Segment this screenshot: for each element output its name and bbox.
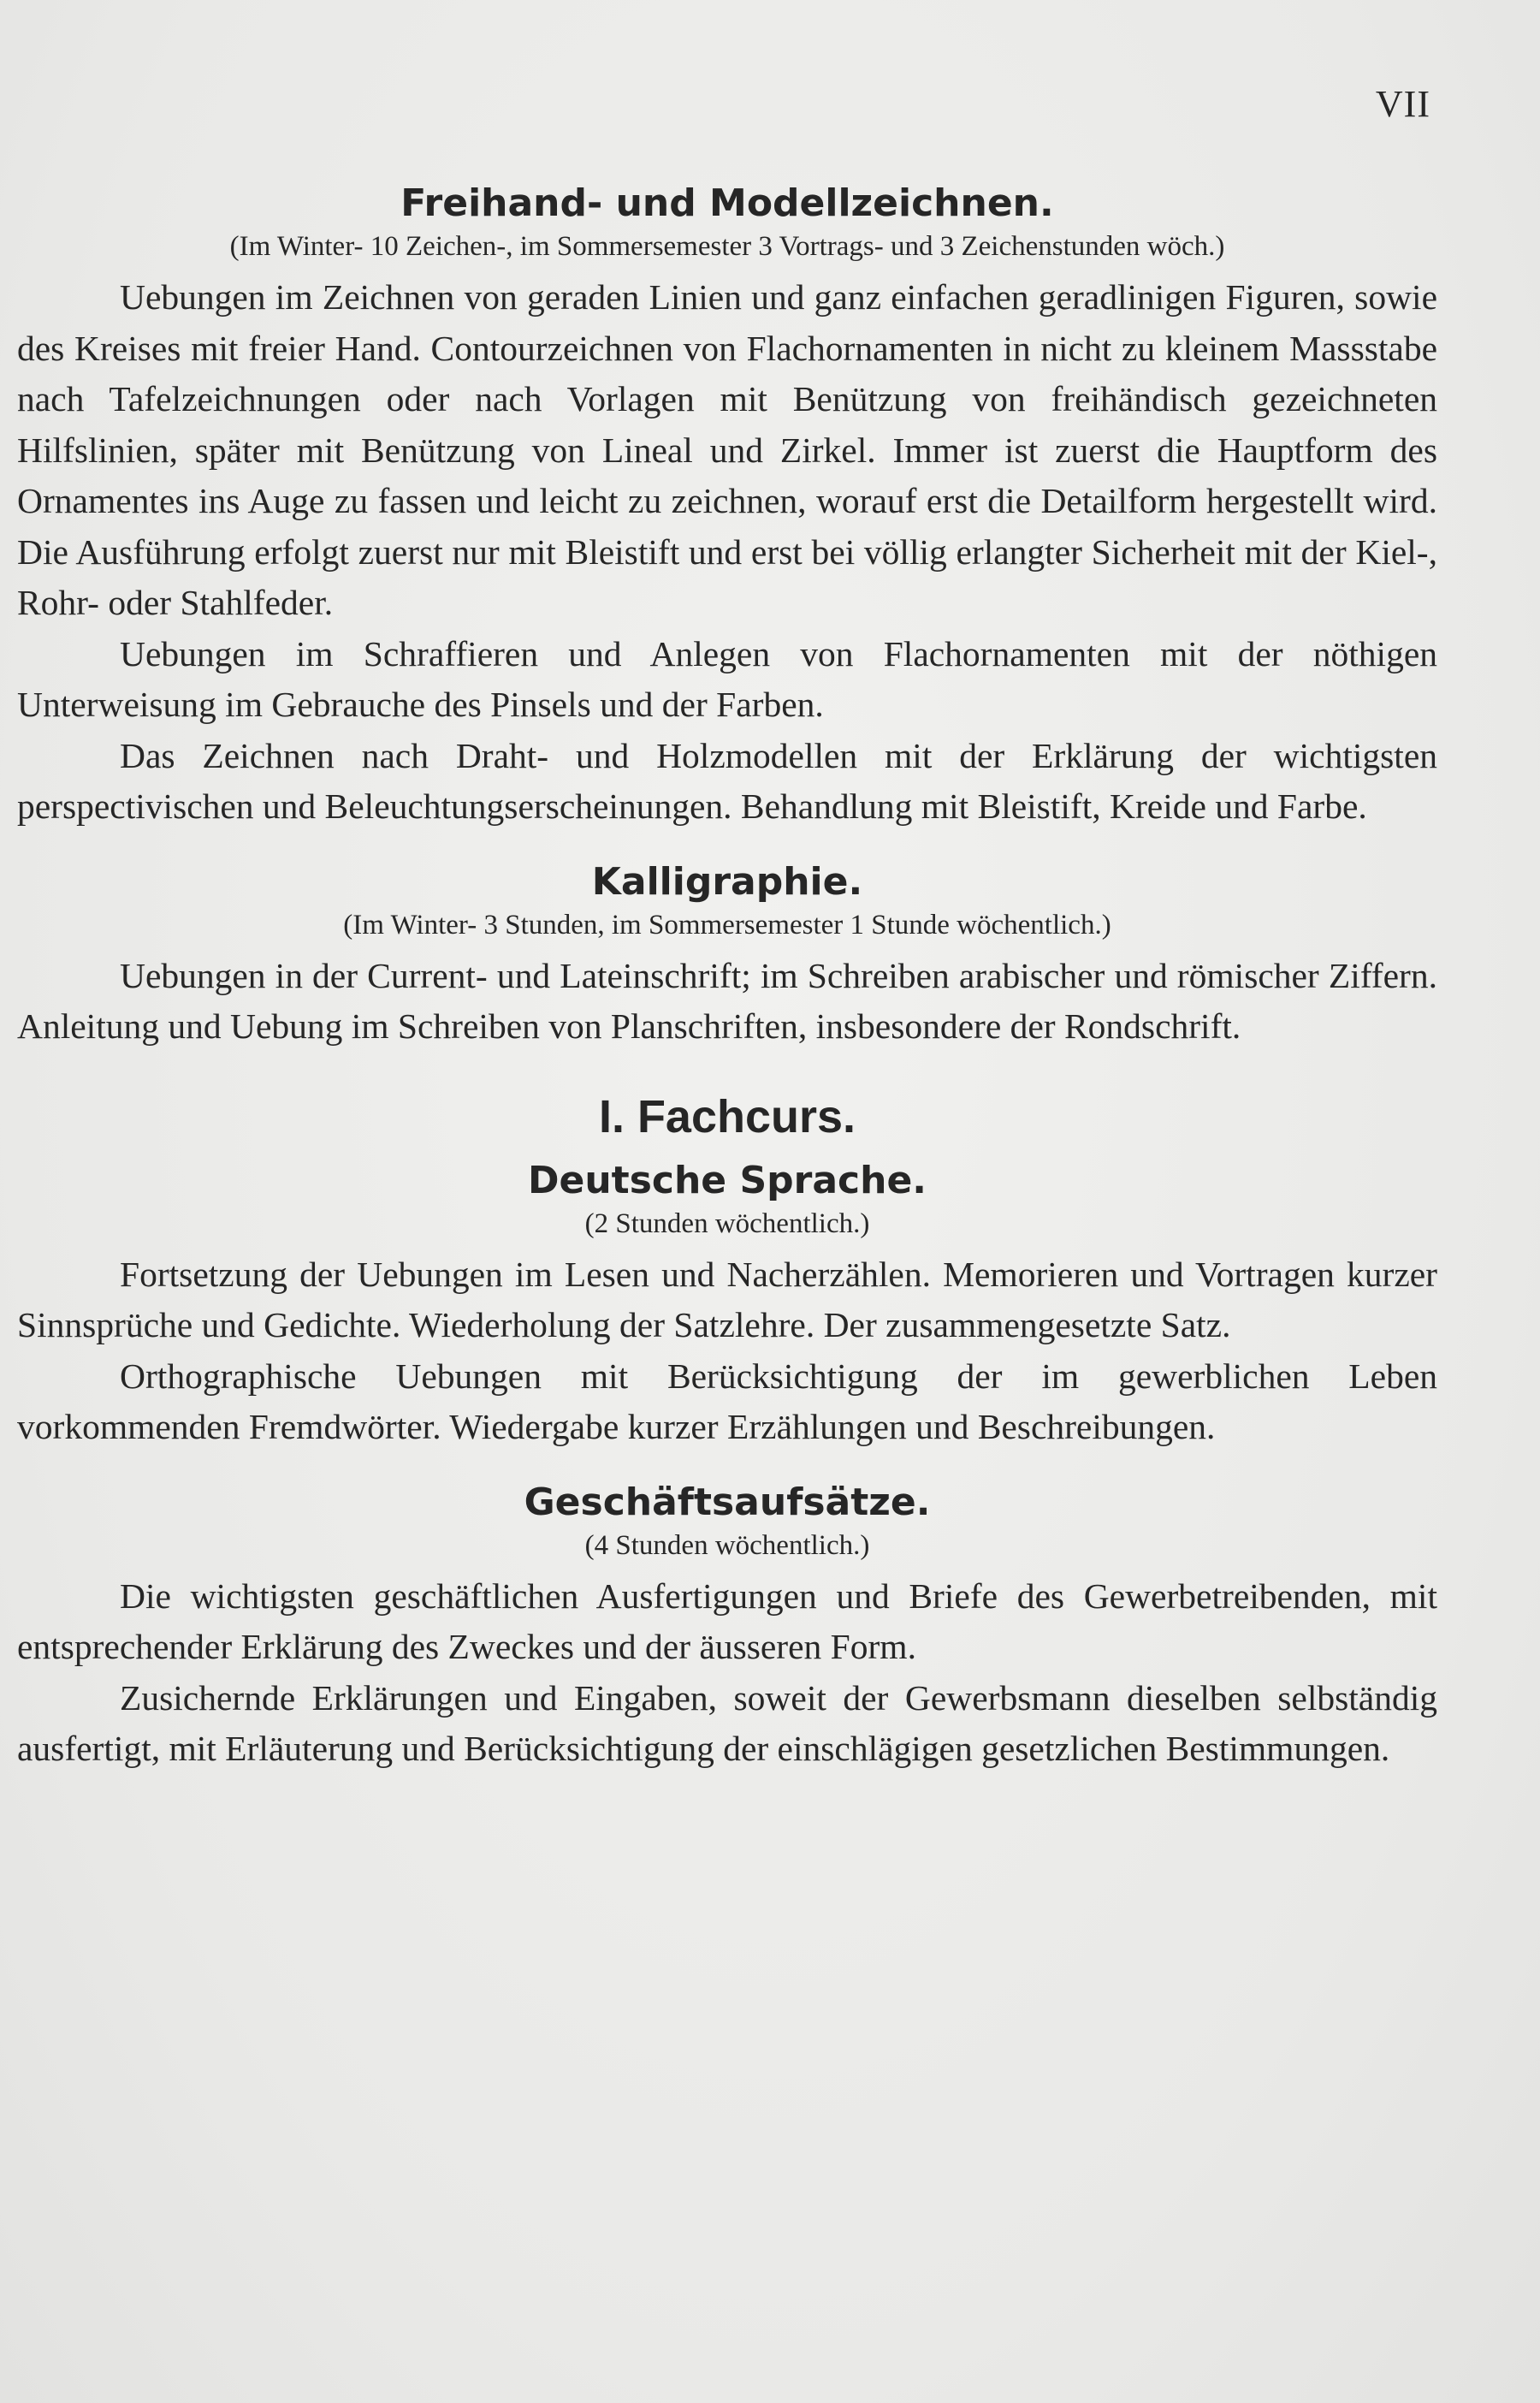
spacer xyxy=(17,1053,1437,1089)
spacer xyxy=(17,1145,1437,1157)
section-note-kalligraphie: (Im Winter- 3 Stunden, im Sommersemester 1 Stunde wöchentlich.) xyxy=(343,909,1111,940)
section-title-geschaeftsaufsaetze: Geschäftsaufsätze. xyxy=(524,1480,931,1524)
paragraph: Die wichtigsten geschäftlichen Ausfertigungen und Briefe des Gewerbetreibenden, mit entsprechender Erklärung des Zweckes und der äusseren Form. xyxy=(17,1575,1437,1666)
paragraph: Uebungen im Schraffieren und Anlegen von Flachornamenten mit der nöthigen Unterweisung im Gebrauche des Pinsels und der Farben. xyxy=(17,633,1437,724)
paragraph: Zusichernde Erklärungen und Eingaben, soweit der Gewerbsmann dieselben selbständig ausfertigt, mit Erläuterung und Berücksichtigung der einschlägigen gesetzlichen Bestimmungen. xyxy=(17,1677,1437,1768)
paragraph: Fortsetzung der Uebungen im Lesen und Nacherzählen. Memorieren und Vortragen kurzer Sinnsprüche und Gedichte. Wiederholung der Satzlehre. Der zusammengesetzte Satz. xyxy=(17,1254,1437,1344)
section-title-fachcurs: I. Fachcurs. xyxy=(598,1090,856,1142)
section-title-deutsche-sprache: Deutsche Sprache. xyxy=(527,1158,927,1202)
paragraph: Das Zeichnen nach Draht- und Holzmodellen mit der Erklärung der wichtigsten perspectivischen und Beleuchtungserscheinungen. Behandlung mit Bleistift, Kreide und Farbe. xyxy=(17,735,1437,826)
paragraph: Uebungen in der Current- und Lateinschrift; im Schreiben arabischer und römischer Ziffern. Anleitung und Uebung im Schreiben von Planschriften, insbesondere der Rondschrift. xyxy=(17,955,1437,1046)
section-note-geschaeftsaufsaetze: (4 Stunden wöchentlich.) xyxy=(584,1529,870,1561)
paragraph: Orthographische Uebungen mit Berücksichtigung der im gewerblichen Leben vorkommenden Fremdwörter. Wiedergabe kurzer Erzählungen und Beschreibungen. xyxy=(17,1356,1437,1446)
section-title-kalligraphie: Kalligraphie. xyxy=(591,859,863,904)
section-note-freihand: (Im Winter- 10 Zeichen-, im Sommersemester 3 Vortrags- und 3 Zeichenstunden wöch.) xyxy=(229,231,1225,262)
page-number: VII xyxy=(1375,83,1430,125)
paragraph: Uebungen im Zeichnen von geraden Linien und ganz einfachen geradlinigen Figuren, sowie des Kreises mit freier Hand. Contourzeichnen von Flachornamenten in nicht zu kleinem Massstabe nach Tafelzeichnungen oder nach Vorlagen mit Benützung von freihändisch gezeichneten Hilfslinien, später mit Benützung von Lineal und Zirkel. Immer ist zuerst die Hauptform des Ornamentes ins Auge zu fassen und leicht zu zeichnen, worauf erst die Detailform hergestellt wird. Die Ausführung erfolgt zuerst nur mit Bleistift und erst bei völlig erlangter Sicherheit mit der Kiel-, Rohr- oder Stahlfeder. xyxy=(17,277,1437,622)
spacer xyxy=(17,833,1437,858)
page-content xyxy=(17,180,1437,1775)
section-note-deutsche-sprache: (2 Stunden wöchentlich.) xyxy=(584,1207,870,1239)
spacer xyxy=(17,1453,1437,1479)
section-title-freihand: Freihand- und Modellzeichnen. xyxy=(400,181,1054,225)
